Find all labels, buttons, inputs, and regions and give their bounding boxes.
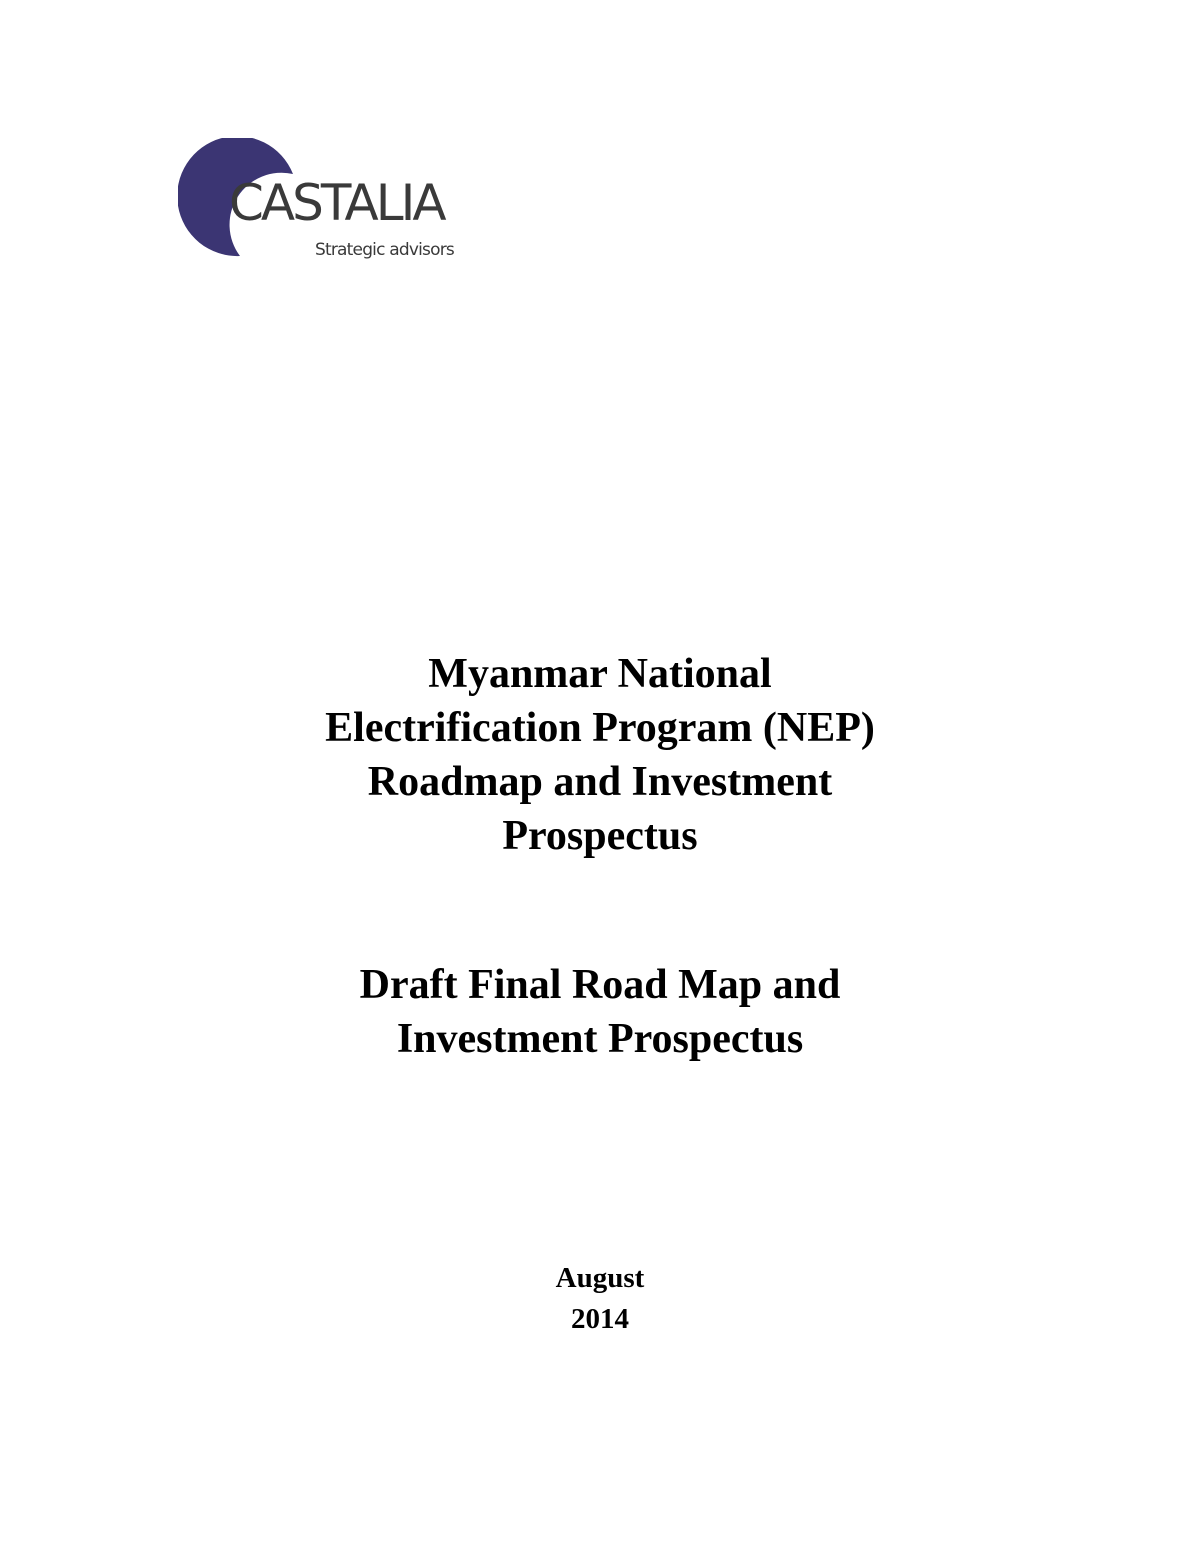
logo-tagline: Strategic advisors [315,240,454,260]
date-month: August [555,1262,645,1294]
title-line: Roadmap and Investment [367,759,833,805]
subtitle-line: Draft Final Road Map and [359,962,841,1008]
document-subtitle [0,958,1200,1066]
castalia-logo [178,138,478,268]
title-line: Electrification Program (NEP) [325,705,875,751]
title-line: Myanmar National [428,651,772,697]
document-date [0,1258,1200,1340]
logo-wordmark: CASTALIA [229,174,444,232]
subtitle-line: Investment Prospectus [396,1016,804,1062]
title-line: Prospectus [502,813,698,859]
document-title [0,647,1200,863]
date-year: 2014 [571,1303,629,1335]
